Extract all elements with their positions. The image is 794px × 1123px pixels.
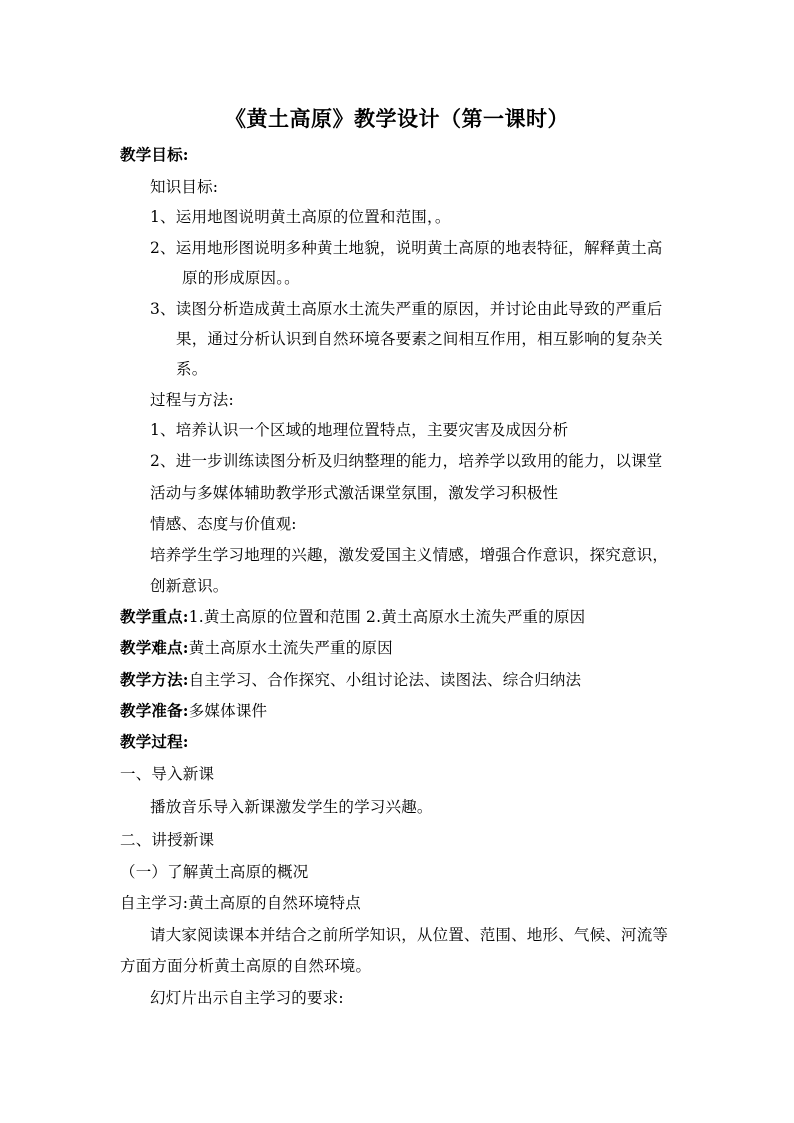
goals-heading: 教学目标: xyxy=(120,145,189,164)
knowledge-item-1: 1、运用地图说明黄土高原的位置和范围，。 xyxy=(150,208,451,226)
knowledge-item-2-line-2: 原的形成原因。。 xyxy=(182,269,300,287)
process-method-item-2-line-1: 2、进一步训练读图分析及归纳整理的能力，培养学以致用的能力，以课堂 xyxy=(150,452,663,470)
process-heading: 教学过程: xyxy=(120,732,189,751)
difficulties-text: 黄土高原水土流失严重的原因 xyxy=(188,639,393,657)
methods-label: 教学方法: xyxy=(120,670,189,689)
step-1-text: 播放音乐导入新课激发学生的学习兴趣。 xyxy=(150,798,433,816)
self-study-heading: 自主学习:黄土高原的自然环境特点 xyxy=(120,894,361,912)
process-method-item-2-line-2: 活动与多媒体辅助教学形式激活课堂氛围，激发学习积极性 xyxy=(150,484,559,502)
step-1-heading: 一、导入新课 xyxy=(120,765,215,783)
difficulties-row xyxy=(120,638,393,658)
step-2-heading: 二、讲授新课 xyxy=(120,831,215,849)
knowledge-item-3-line-2: 果，通过分析认识到自然环境各要素之间相互作用，相互影响的复杂关 xyxy=(176,330,663,348)
methods-text: 自主学习、合作探究、小组讨论法、读图法、综合归纳法 xyxy=(188,671,582,689)
emotion-line-2: 创新意识。 xyxy=(150,577,229,595)
key-points-label: 教学重点: xyxy=(120,607,189,626)
document-title: 《黄土高原》教学设计（第一课时） xyxy=(225,106,569,131)
key-points-text: 1.黄土高原的位置和范围 2.黄土高原水土流失严重的原因 xyxy=(188,608,586,626)
knowledge-heading: 知识目标: xyxy=(150,178,219,196)
preparation-text: 多媒体课件 xyxy=(188,702,268,720)
knowledge-item-3-line-1: 3、读图分析造成黄土高原水土流失严重的原因，并讨论由此导致的严重后 xyxy=(150,300,663,318)
methods-row xyxy=(120,670,581,690)
instruction-line-2: 方面方面分析黄土高原的自然环境。 xyxy=(120,957,372,975)
preparation-row xyxy=(120,701,267,721)
preparation-label: 教学准备: xyxy=(120,701,189,720)
knowledge-item-2-line-1: 2、运用地形图说明多种黄土地貌，说明黄土高原的地表特征，解释黄土高 xyxy=(150,239,663,257)
process-method-heading: 过程与方法: xyxy=(150,391,234,409)
key-points-row xyxy=(120,607,585,627)
emotion-line-1: 培养学生学习地理的兴趣，激发爱国主义情感，增强合作意识，探究意识， xyxy=(150,546,669,564)
knowledge-item-3-line-3: 系。 xyxy=(176,360,208,378)
difficulties-label: 教学难点: xyxy=(120,638,189,657)
slide-instruction: 幻灯片出示自主学习的要求: xyxy=(150,989,344,1007)
process-method-item-1: 1、培养认识一个区域的地理位置特点，主要灾害及成因分析 xyxy=(150,421,569,439)
subsection-1-heading: （一）了解黄土高原的概况 xyxy=(120,863,309,881)
instruction-line-1: 请大家阅读课本并结合之前所学知识，从位置、范围、地形、气候、河流等 xyxy=(150,926,669,944)
emotion-heading: 情感、态度与价值观: xyxy=(150,515,297,533)
